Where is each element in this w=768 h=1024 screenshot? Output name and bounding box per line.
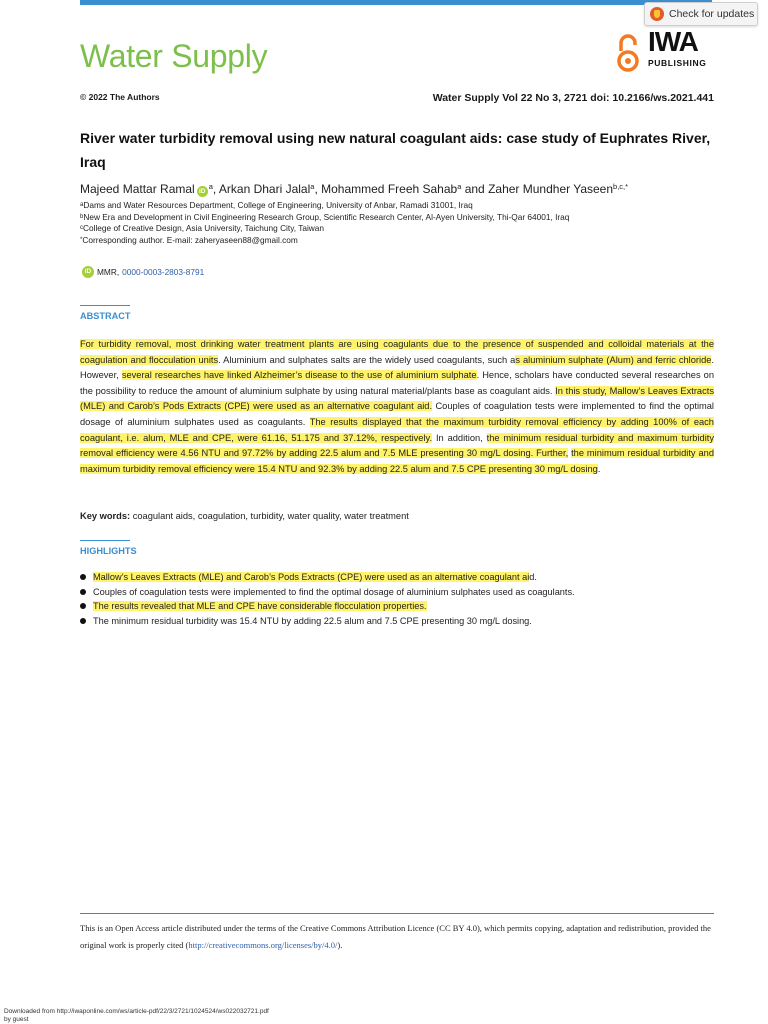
highlighted-text: The results revealed that MLE and CPE have considerable flocculation properties. [93, 601, 427, 612]
highlighted-text: For turbidity removal, most drinking water treatment plants are using coagulants due to the presence of suspended and colloidal materials at the coagulation and flocculation units [80, 339, 714, 365]
citation: Water Supply Vol 22 No 3, 2721 doi: 10.2166/ws.2021.441 [432, 92, 714, 104]
highlight-segment: d. [529, 572, 537, 582]
highlighted-text: In this study, Mallow’s Leaves Extracts (MLE) and Carob’s Pods Extracts (CPE) were used as an alternative coagulant aid. [80, 385, 714, 412]
license-link[interactable]: http://creativecommons.org/licenses/by/4.0/ [188, 939, 338, 950]
article-title: River water turbidity removal using new natural coagulant aids: case study of Euphrates River, Iraq [80, 130, 711, 170]
author-affil-marker: a [310, 182, 315, 191]
open-access-icon [617, 33, 639, 73]
author-affil-marker: a [208, 182, 213, 191]
abstract-segment: . However, [80, 354, 715, 381]
license-end: ). [337, 939, 343, 950]
keywords-label: Key words: [80, 511, 131, 521]
highlights-list [80, 570, 720, 628]
highlight-item [80, 614, 720, 629]
abstract-segment: . Aluminium and sulphates salts are the widely used coagulants, such a [218, 354, 516, 365]
iwa-publishing-text: PUBLISHING [648, 58, 707, 68]
highlight-item [80, 585, 720, 600]
license-text: This is an Open Access article distributed under the terms of the Creative Commons Attribution Licence (CC BY 4.0), which permits copying, adaptation and redistribution, provided the original work is properly cited ( [80, 923, 711, 950]
download-line-2: by guest [4, 1015, 29, 1023]
abstract-segment: . Hence, scholars have conducted several researches on the possibility to reduce the amount of aluminium sulphate by using natural material/plants base as coagulant aids. [80, 370, 714, 396]
highlights-heading: HIGHLIGHTS [80, 546, 137, 556]
author-affil-marker: b,c,* [613, 182, 629, 191]
highlight-segment: The minimum residual turbidity was 15.4 NTU by adding 22.5 alum and 7.5 CPE presenting 30 mg/L dosing. [93, 615, 532, 626]
highlighted-text: the minimum residual turbidity and maximum turbidity removal efficiency were 4.56 NTU and 97.72% by adding 22.5 alum and 7.5 MLE presenting 30 mg/L dosing. Further, [80, 432, 714, 459]
author-name: , Mohammed Freeh Sahab [314, 182, 458, 196]
top-accent-bar [80, 0, 712, 5]
abstract-heading: ABSTRACT [80, 311, 131, 321]
abstract-segment: . [597, 463, 601, 474]
check-for-updates-label: Check for updates [669, 8, 755, 20]
highlighted-text: the minimum residual turbidity and maximum turbidity removal efficiency were 15.4 NTU and 92.3% by adding 22.5 alum and 7.5 CPE presenting 30 mg/L dosing [80, 448, 714, 474]
abstract-rule [80, 305, 130, 306]
affiliation [80, 212, 569, 224]
footnote-rule [80, 913, 714, 914]
abstract-segment: Couples of coagulation tests were implemented to find the optimal dosage of aluminium sulphates used as coagulants. [80, 401, 714, 427]
highlighted-text: Mallow’s Leaves Extracts (MLE) and Carob’s Pods Extracts (CPE) were used as an alternative coagulant ai [93, 572, 530, 582]
publisher-logo [648, 28, 714, 70]
affiliation-text: Dams and Water Resources Department, College of Engineering, University of Anbar, Ramadi 31001, Iraq [83, 200, 473, 210]
author-name: Majeed Mattar Ramal [80, 182, 195, 196]
affiliation [80, 200, 569, 212]
author-name: , Arkan Dhari Jalal [212, 182, 311, 196]
abstract-segment: In addition, [432, 432, 487, 443]
affiliation-text: Corresponding author. E-mail: zaheryaseen88@gmail.com [82, 234, 298, 245]
crossmark-icon [650, 7, 664, 21]
affiliation-marker: * [80, 236, 83, 243]
orcid-icon[interactable]: iD [197, 186, 208, 197]
affiliation [80, 235, 569, 247]
highlighted-text: several researches have linked Alzheimer’s disease to the use of aluminium sulphate [121, 370, 477, 381]
highlight-item [80, 599, 720, 614]
highlighted-text: The results displayed that the maximum turbidity removal efficiency by adding 100% of each coagulant, i.e. alum, MLE and CPE, were 61.16, 51.175 and 37.12%, respectively. [80, 416, 714, 443]
download-line-1: Downloaded from http://iwaponline.com/ws/article-pdf/22/3/2721/1024524/ws022032721.pdf [4, 1008, 269, 1015]
affiliation-marker: b [80, 213, 84, 220]
keywords-text: coagulant aids, coagulation, turbidity, water quality, water treatment [130, 511, 409, 521]
keywords [80, 511, 409, 521]
author-affil-marker: a [457, 182, 462, 191]
orcid-line [80, 266, 204, 278]
download-stamp [4, 1008, 269, 1023]
meta-row [80, 92, 714, 104]
highlight-segment: Couples of coagulation tests were implemented to find the optimal dosage of aluminium sulphates used as coagulants. [93, 586, 575, 597]
affiliation-list [80, 200, 569, 246]
copyright: © 2022 The Authors [80, 92, 160, 102]
journal-title: Water Supply [80, 38, 268, 74]
author-name: and Zaher Mundher Yaseen [461, 182, 614, 196]
license-footnote [80, 920, 714, 953]
affiliation [80, 223, 569, 235]
abstract-text [80, 337, 714, 477]
orcid-label: MMR, [97, 267, 120, 277]
iwa-logo-text: IWA [648, 26, 698, 57]
highlights-rule [80, 540, 130, 541]
affiliation-text: College of Creative Design, Asia University, Taichung City, Taiwan [83, 223, 325, 234]
affiliation-text: New Era and Development in Civil Engineering Research Group, Scientific Research Center, Al-Ayen University, Thi-Qar 64001, Iraq [83, 211, 570, 222]
orcid-link[interactable]: 0000-0003-2803-8791 [122, 267, 205, 277]
highlighted-text: s aluminium sulphate (Alum) and ferric chloride [515, 354, 712, 365]
orcid-icon: iD [82, 266, 94, 278]
check-for-updates-button[interactable] [644, 2, 758, 26]
author-list [80, 182, 628, 197]
affiliation-marker: c [80, 225, 83, 232]
highlight-item [80, 570, 720, 585]
affiliation-marker: a [80, 202, 84, 208]
